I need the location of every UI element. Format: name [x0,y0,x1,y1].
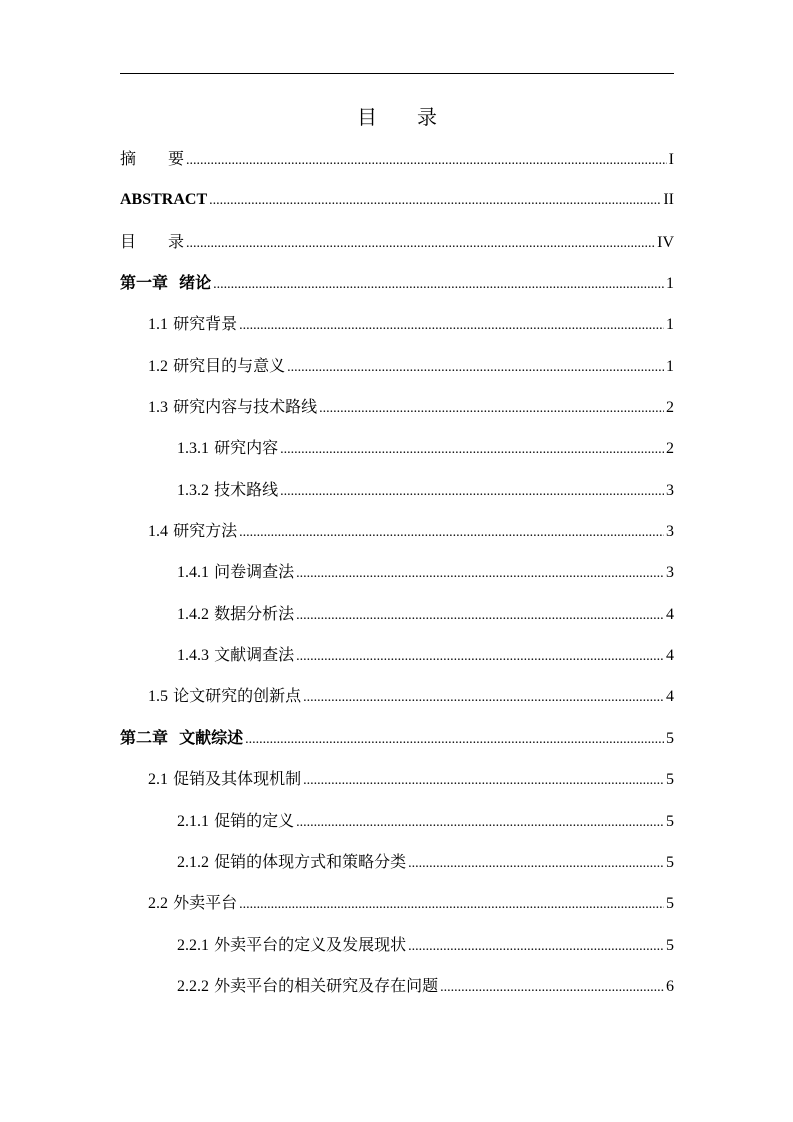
toc-entry-number: 1.3.1 [177,440,209,458]
toc-entry-16[interactable] [120,765,674,806]
toc-entry-label [177,600,294,629]
toc-entry-label [120,724,243,752]
toc-entry-19[interactable] [120,889,674,930]
toc-entry-text: 研究背景 [173,314,238,334]
toc-entry-2[interactable] [120,186,674,227]
toc-entry-11[interactable] [120,558,674,599]
toc-leader-dots [280,436,664,464]
toc-entry-text: 促销及其体现机制 [173,769,302,789]
toc-entry-page: 1 [666,275,674,293]
toc-entry-number: 2.1.2 [177,853,209,871]
toc-entry-text: 数据分析法 [214,603,295,623]
toc-entry-21[interactable] [120,972,674,1013]
toc-entry-number: 2.2 [148,895,168,913]
toc-entry-text: 促销的体现方式和策略分类 [214,851,407,871]
toc-entry-text: 文献调查法 [214,645,295,665]
toc-entry-number: 2.2.1 [177,936,209,954]
toc-leader-dots [296,602,664,630]
toc-entry-page: I [668,151,674,168]
toc-entry-12[interactable] [120,600,674,641]
toc-entry-number: 1.4.2 [177,605,209,623]
toc-entry-text: 促销的定义 [214,810,295,830]
toc-entry-label [177,558,294,587]
toc-entry-text: 第二章 文献综述 [120,727,244,747]
toc-entry-page: 2 [666,399,674,417]
toc-entry-number: 1.4.3 [177,647,209,665]
toc-entry-page: 5 [666,936,674,954]
toc-entry-15[interactable] [120,724,674,765]
toc-entry-number: 1.1 [148,316,168,334]
toc-entry-number: 1.3 [148,399,168,417]
toc-entry-text: 摘 要 [120,149,185,168]
toc-entry-label [148,310,237,339]
toc-entry-18[interactable] [120,848,674,889]
toc-entry-page: 2 [666,440,674,458]
header-rule [120,73,674,74]
toc-entry-text: 第一章 绪论 [120,273,212,293]
toc-entry-text: 技术路线 [214,479,279,499]
toc-entry-label [120,145,184,173]
toc-entry-label [120,269,211,297]
toc-entry-20[interactable] [120,931,674,972]
toc-leader-dots [186,147,667,175]
toc-entry-label [148,517,237,546]
toc-leader-dots [408,850,664,878]
toc-entry-page: 3 [666,481,674,499]
toc-entry-page: 5 [666,771,674,789]
toc-entry-label [177,972,438,1001]
toc-entry-label [177,434,278,463]
toc-entry-label [148,889,237,918]
toc-leader-dots [296,560,664,588]
toc-entry-page: 1 [666,357,674,375]
toc-entry-label [148,765,301,794]
toc-entry-label [148,682,301,711]
toc-entry-text: 论文研究的创新点 [173,686,302,706]
toc-entry-text: 问卷调查法 [214,562,295,582]
toc-entry-text: 研究内容 [214,438,279,458]
toc-leader-dots [239,519,664,547]
toc-entry-text: 外卖平台的定义及发展现状 [214,934,407,954]
toc-entry-text: 研究目的与意义 [173,355,286,375]
toc-entry-number: 2.2.2 [177,977,209,995]
toc-entry-text: 外卖平台 [173,893,238,913]
toc-entry-page: 3 [666,523,674,541]
toc-leader-dots [287,354,664,382]
toc-entry-page: 5 [666,729,674,747]
toc-entry-label [177,848,406,877]
toc-title: 目 录 [357,105,437,129]
toc-entry-9[interactable] [120,476,674,517]
toc-entry-label [177,641,294,670]
toc-entry-text: 研究方法 [173,521,238,541]
toc-entry-4[interactable] [120,269,674,310]
toc-entry-page: 3 [666,564,674,582]
toc-entry-number: 1.2 [148,357,168,375]
toc-leader-dots [213,271,664,299]
toc-leader-dots [303,767,664,795]
toc-entry-5[interactable] [120,310,674,351]
table-of-contents [120,145,674,1013]
toc-entry-1[interactable] [120,145,674,186]
toc-leader-dots [209,187,661,215]
toc-leader-dots [239,312,664,340]
toc-entry-7[interactable] [120,393,674,434]
toc-leader-dots [408,933,664,961]
toc-leader-dots [239,891,664,919]
toc-entry-17[interactable] [120,807,674,848]
toc-leader-dots [319,395,664,423]
toc-entry-label [177,931,406,960]
toc-entry-page: 4 [666,647,674,665]
toc-leader-dots [296,643,664,671]
toc-entry-page: 4 [666,605,674,623]
toc-entry-page: 5 [666,895,674,913]
toc-entry-label [120,186,207,214]
toc-entry-page: 5 [666,812,674,830]
toc-entry-page: 6 [666,977,674,995]
toc-entry-text: 外卖平台的相关研究及存在问题 [214,975,439,995]
toc-entry-text: ABSTRACT [120,191,208,209]
toc-entry-number: 2.1.1 [177,812,209,830]
toc-leader-dots [245,726,664,754]
toc-leader-dots [440,974,664,1002]
toc-entry-6[interactable] [120,352,674,393]
toc-entry-label [177,807,294,836]
toc-entry-number: 1.4.1 [177,564,209,582]
toc-entry-text: 目 录 [120,231,185,251]
toc-entry-text: 研究内容与技术路线 [173,397,318,417]
toc-entry-label [148,393,317,422]
toc-entry-number: 1.3.2 [177,481,209,499]
toc-leader-dots [296,809,664,837]
toc-entry-page: 1 [666,316,674,334]
toc-entry-label [148,352,285,381]
toc-entry-3[interactable] [120,228,674,269]
toc-entry-10[interactable] [120,517,674,558]
toc-entry-label [177,476,278,505]
toc-entry-number: 2.1 [148,771,168,789]
toc-entry-label [120,228,184,256]
toc-leader-dots [186,230,655,258]
toc-leader-dots [280,478,664,506]
toc-entry-14[interactable] [120,682,674,723]
toc-entry-13[interactable] [120,641,674,682]
toc-entry-page: IV [657,233,674,251]
toc-leader-dots [303,684,664,712]
toc-entry-page: 4 [666,688,674,706]
toc-entry-number: 1.5 [148,688,168,706]
toc-entry-page: 5 [666,853,674,871]
toc-entry-page: II [663,191,674,209]
toc-entry-number: 1.4 [148,523,168,541]
toc-entry-8[interactable] [120,434,674,475]
